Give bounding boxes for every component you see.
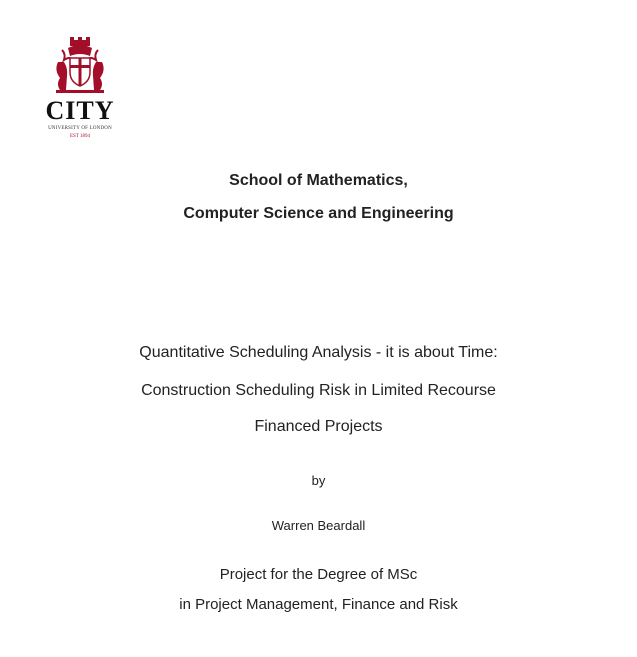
school-name-line-2: Computer Science and Engineering	[183, 205, 454, 222]
title-line-3: Financed Projects	[254, 418, 383, 435]
logo-subtitle: UNIVERSITY OF LONDON	[48, 126, 112, 131]
title-line-1: Quantitative Scheduling Analysis - it is about Time:	[139, 344, 498, 361]
degree-line-2: in Project Management, Finance and Risk	[179, 596, 458, 613]
by-label: by	[311, 473, 326, 488]
degree-line-1: Project for the Degree of MSc	[219, 566, 418, 583]
author-name: Warren Beardall	[271, 518, 366, 533]
university-logo	[40, 36, 120, 146]
title-line-2: Construction Scheduling Risk in Limited Recourse	[141, 382, 496, 399]
school-name-line-1: School of Mathematics,	[229, 172, 408, 189]
logo-wordmark: CITY	[45, 96, 115, 125]
logo-established: EST 1894	[69, 134, 91, 139]
coat-of-arms-icon	[40, 36, 120, 96]
